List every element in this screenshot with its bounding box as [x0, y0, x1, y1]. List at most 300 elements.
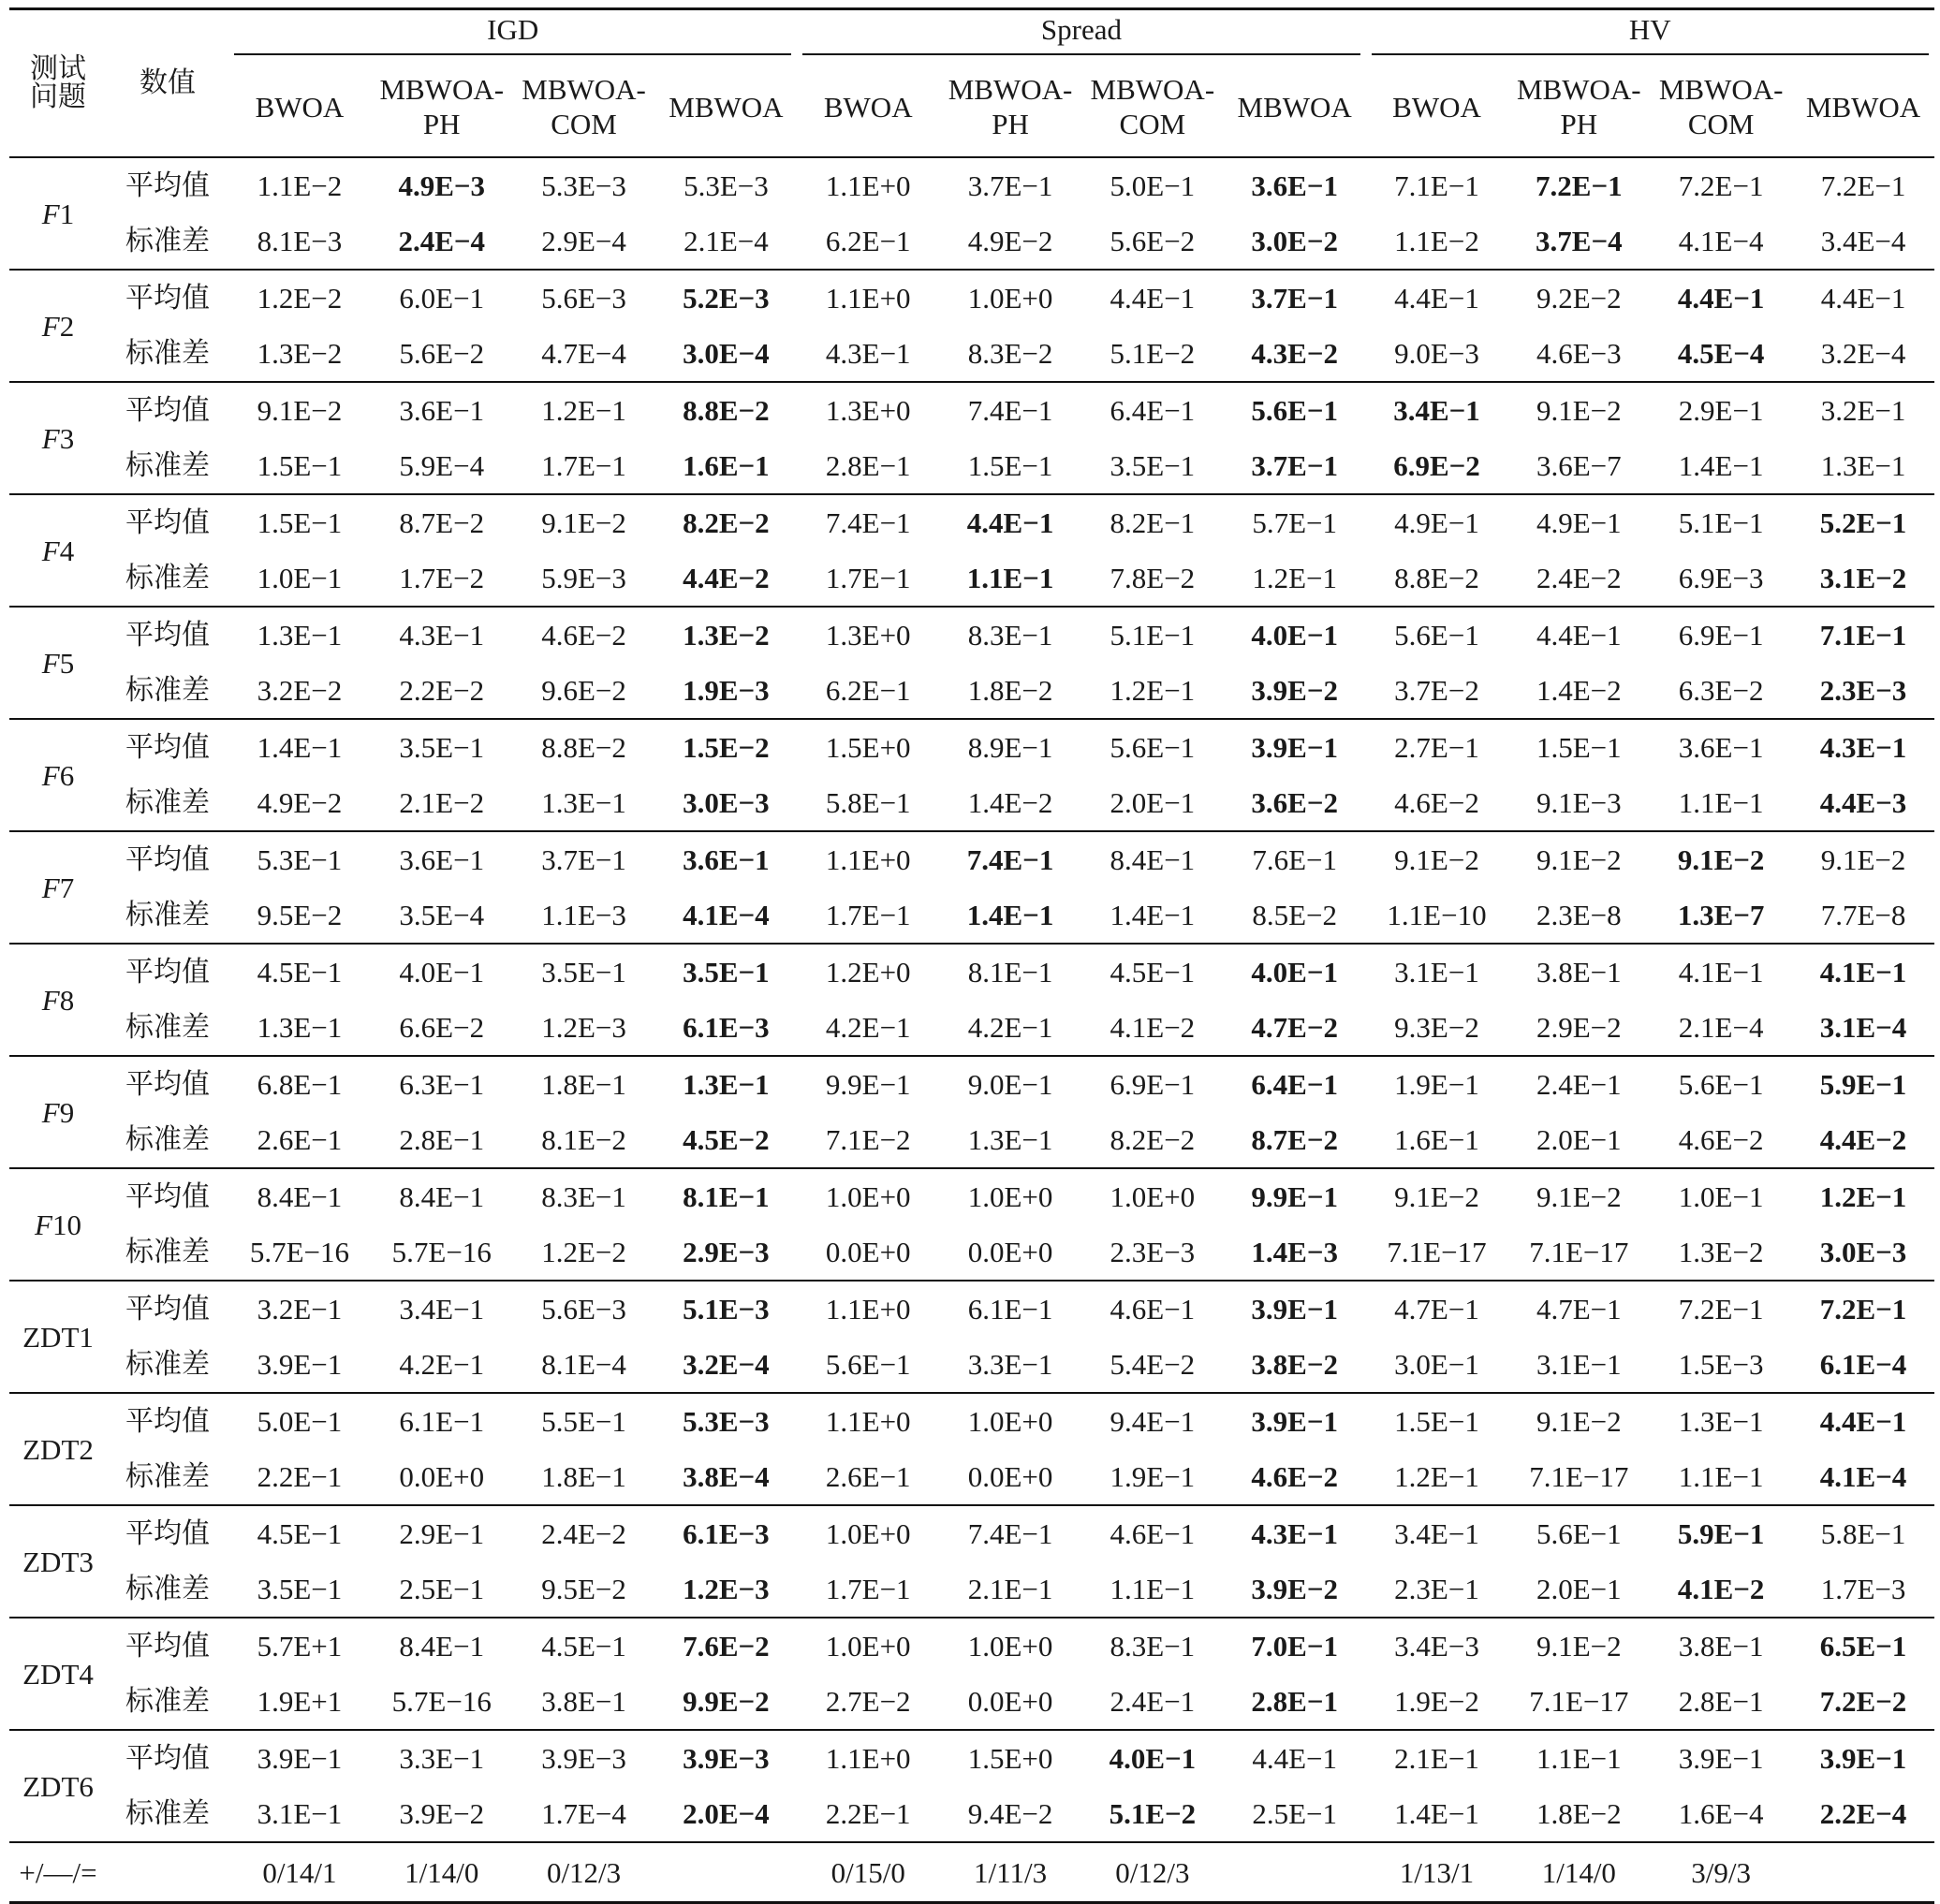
value-cell: 1.3E−1 — [1820, 449, 1906, 482]
value-cell: 1.7E−1 — [541, 449, 626, 482]
value-cell: 4.0E−1 — [1224, 944, 1366, 1000]
value-cell: 1.5E−3 — [1678, 1348, 1764, 1381]
value-cell: 3.9E−1 — [1224, 1393, 1366, 1449]
value-cell: 6.9E−3 — [1678, 562, 1764, 594]
value-cell: 1.8E−1 — [513, 1056, 655, 1112]
value-cell: 7.2E−1 — [1792, 157, 1934, 213]
value-cell: 4.4E−1 — [1081, 270, 1224, 326]
header-algorithm-line: MBWOA — [1805, 90, 1921, 124]
header-algorithm — [654, 59, 797, 157]
value-cell: 8.2E−1 — [1081, 494, 1224, 550]
value-cell: 9.1E−2 — [1366, 1168, 1508, 1224]
header-algorithm-line: PH — [1560, 108, 1598, 140]
header-algorithm — [228, 59, 371, 157]
value-cell: 4.1E−2 — [1677, 1573, 1765, 1605]
header-algorithm — [513, 59, 655, 157]
value-cell: 1.5E−1 — [1366, 1393, 1508, 1449]
value-cell: 3.7E−4 — [1536, 225, 1623, 257]
value-cell: 8.8E−2 — [654, 382, 797, 438]
value-cell: 4.0E−1 — [371, 944, 513, 1000]
table-row — [9, 1281, 1934, 1337]
value-cell: 2.0E−4 — [683, 1797, 770, 1830]
stat-label: 标准差 — [125, 1122, 211, 1156]
value-cell: 2.4E−4 — [398, 225, 486, 257]
value-cell: 5.9E−1 — [1650, 1505, 1792, 1561]
value-cell: 4.5E−4 — [1677, 337, 1765, 370]
value-cell: 1.2E−1 — [1394, 1460, 1479, 1493]
value-cell: 4.7E−1 — [1507, 1281, 1650, 1337]
value-cell: 3.8E−1 — [541, 1685, 626, 1718]
summary-cell: 0/12/3 — [513, 1842, 655, 1903]
value-cell: 5.3E−3 — [513, 157, 655, 213]
stat-label: 平均值 — [107, 1393, 228, 1449]
table-row — [9, 1618, 1934, 1674]
value-cell: 1.5E+0 — [797, 719, 939, 775]
value-cell: 6.4E−1 — [1081, 382, 1224, 438]
value-cell: 6.5E−1 — [1792, 1618, 1934, 1674]
value-cell: 8.3E−1 — [1081, 1618, 1224, 1674]
value-cell: 1.1E−1 — [1678, 786, 1764, 819]
stat-label: 标准差 — [125, 1347, 211, 1381]
value-cell: 1.0E+0 — [1081, 1168, 1224, 1224]
value-cell: 6.6E−2 — [399, 1011, 485, 1044]
value-cell: 5.1E−2 — [1109, 1797, 1197, 1830]
value-cell: 1.0E+0 — [939, 270, 1081, 326]
value-cell: 3.6E−1 — [371, 382, 513, 438]
value-cell: 2.1E−1 — [1366, 1730, 1508, 1786]
value-cell: 5.6E−1 — [1650, 1056, 1792, 1112]
value-cell: 1.6E−1 — [683, 449, 770, 482]
stat-label: 标准差 — [125, 673, 211, 707]
value-cell: 4.4E−3 — [1819, 786, 1907, 819]
value-cell: 2.6E−1 — [825, 1460, 911, 1493]
header-algorithm — [1081, 59, 1224, 157]
table-row — [9, 550, 1934, 607]
stat-label: 平均值 — [107, 831, 228, 887]
value-cell: 5.4E−2 — [1110, 1348, 1196, 1381]
stat-label: 标准差 — [125, 336, 211, 370]
value-cell: 1.2E−3 — [683, 1573, 770, 1605]
table-row — [9, 213, 1934, 270]
value-cell: 3.1E−1 — [257, 1797, 343, 1830]
stat-label: 平均值 — [107, 1730, 228, 1786]
value-cell: 3.1E−1 — [1536, 1348, 1622, 1381]
value-cell: 1.0E+0 — [939, 1618, 1081, 1674]
value-cell: 1.3E−1 — [654, 1056, 797, 1112]
value-cell: 7.4E−1 — [939, 1505, 1081, 1561]
value-cell: 9.9E−1 — [797, 1056, 939, 1112]
value-cell: 3.9E−3 — [513, 1730, 655, 1786]
value-cell: 2.4E−2 — [1536, 562, 1622, 594]
value-cell: 8.2E−2 — [1110, 1123, 1196, 1156]
table-row — [9, 1505, 1934, 1561]
value-cell: 2.0E−1 — [1536, 1573, 1622, 1605]
header-algorithm-line: BWOA — [823, 90, 913, 124]
value-cell: 2.8E−1 — [1251, 1685, 1338, 1718]
value-cell: 4.9E−1 — [1507, 494, 1650, 550]
value-cell: 2.5E−1 — [399, 1573, 485, 1605]
value-cell: 1.5E−2 — [654, 719, 797, 775]
value-cell: 1.2E−2 — [228, 270, 371, 326]
value-cell: 3.7E−1 — [1224, 270, 1366, 326]
value-cell: 9.5E−2 — [541, 1573, 626, 1605]
header-row-groups — [9, 9, 1934, 60]
value-cell: 8.4E−1 — [371, 1168, 513, 1224]
value-cell: 1.3E−1 — [228, 607, 371, 663]
value-cell: 4.1E−4 — [1819, 1460, 1907, 1493]
value-cell: 1.8E−2 — [1536, 1797, 1622, 1830]
header-stat: 数值 — [140, 66, 197, 99]
value-cell: 7.1E−1 — [1366, 157, 1508, 213]
value-cell: 1.1E−1 — [1110, 1573, 1196, 1605]
value-cell: 4.1E−4 — [683, 899, 770, 931]
value-cell: 1.5E+0 — [939, 1730, 1081, 1786]
header-algorithm-line: MBWOA- — [1517, 73, 1641, 107]
value-cell: 3.2E−1 — [228, 1281, 371, 1337]
value-cell: 5.6E−1 — [1366, 607, 1508, 663]
value-cell: 4.0E−1 — [1081, 1730, 1224, 1786]
value-cell: 5.6E−3 — [513, 1281, 655, 1337]
summary-cell — [1792, 1842, 1934, 1903]
problem-cell: F5 — [9, 607, 107, 719]
value-cell: 8.5E−2 — [1252, 899, 1338, 931]
value-cell: 7.2E−1 — [1507, 157, 1650, 213]
value-cell: 3.6E−1 — [654, 831, 797, 887]
value-cell: 3.9E−2 — [1251, 1573, 1338, 1605]
value-cell: 2.4E−1 — [1507, 1056, 1650, 1112]
value-cell: 5.7E+1 — [228, 1618, 371, 1674]
value-cell: 2.2E−1 — [825, 1797, 911, 1830]
header-algorithm — [797, 59, 939, 157]
value-cell: 4.6E−1 — [1081, 1281, 1224, 1337]
value-cell: 9.0E−3 — [1394, 337, 1479, 370]
table-row — [9, 887, 1934, 944]
value-cell: 2.9E−4 — [541, 225, 626, 257]
value-cell: 3.5E−1 — [371, 719, 513, 775]
value-cell: 1.0E−1 — [1650, 1168, 1792, 1224]
value-cell: 1.7E−1 — [825, 562, 911, 594]
value-cell: 2.6E−1 — [257, 1123, 343, 1156]
value-cell: 7.7E−8 — [1820, 899, 1906, 931]
value-cell: 2.9E−1 — [1650, 382, 1792, 438]
header-algorithm-line: MBWOA- — [522, 73, 646, 107]
value-cell: 3.8E−4 — [683, 1460, 770, 1493]
value-cell: 3.7E−1 — [513, 831, 655, 887]
header-problem — [9, 9, 107, 158]
value-cell: 9.5E−2 — [257, 899, 343, 931]
summary-cell: 0/15/0 — [797, 1842, 939, 1903]
problem-cell: F8 — [9, 944, 107, 1056]
stat-label: 标准差 — [125, 785, 211, 819]
value-cell: 4.4E−1 — [1792, 270, 1934, 326]
value-cell: 3.4E−4 — [1820, 225, 1906, 257]
value-cell: 6.2E−1 — [825, 674, 911, 707]
value-cell: 6.9E−1 — [1650, 607, 1792, 663]
header-algorithm — [1224, 59, 1366, 157]
value-cell: 4.5E−1 — [513, 1618, 655, 1674]
value-cell: 3.1E−4 — [1819, 1011, 1907, 1044]
value-cell: 1.3E−2 — [257, 337, 343, 370]
value-cell: 9.1E−2 — [1507, 831, 1650, 887]
header-algorithm-line: MBWOA- — [948, 73, 1073, 107]
value-cell: 8.1E−1 — [654, 1168, 797, 1224]
value-cell: 8.4E−1 — [228, 1168, 371, 1224]
value-cell: 8.3E−1 — [939, 607, 1081, 663]
value-cell: 3.5E−4 — [399, 899, 485, 931]
value-cell: 4.4E−1 — [1366, 270, 1508, 326]
value-cell: 3.2E−1 — [1792, 382, 1934, 438]
summary-label: +/—/= — [9, 1842, 107, 1903]
value-cell: 4.6E−2 — [513, 607, 655, 663]
value-cell: 5.6E−2 — [1110, 225, 1196, 257]
value-cell: 4.6E−2 — [1678, 1123, 1764, 1156]
value-cell: 5.7E−16 — [249, 1236, 350, 1268]
value-cell: 4.3E−1 — [1792, 719, 1934, 775]
value-cell: 7.0E−1 — [1224, 1618, 1366, 1674]
value-cell: 1.2E+0 — [797, 944, 939, 1000]
value-cell: 3.9E−1 — [257, 1348, 343, 1381]
value-cell: 5.9E−4 — [399, 449, 485, 482]
value-cell: 6.3E−2 — [1678, 674, 1764, 707]
value-cell: 1.4E−1 — [228, 719, 371, 775]
header-row-algorithms — [9, 59, 1934, 157]
value-cell: 9.1E−3 — [1536, 786, 1622, 819]
value-cell: 3.4E−3 — [1366, 1618, 1508, 1674]
value-cell: 5.3E−3 — [654, 1393, 797, 1449]
value-cell: 2.4E−2 — [513, 1505, 655, 1561]
value-cell: 7.8E−2 — [1110, 562, 1196, 594]
summary-cell: 3/9/3 — [1650, 1842, 1792, 1903]
header-algorithm-line: COM — [1687, 108, 1755, 140]
value-cell: 7.1E−17 — [1529, 1460, 1629, 1493]
header-algorithm-line: MBWOA — [669, 90, 784, 124]
value-cell: 5.7E−1 — [1224, 494, 1366, 550]
value-cell: 5.1E−3 — [654, 1281, 797, 1337]
value-cell: 4.4E−1 — [1650, 270, 1792, 326]
problem-cell: F9 — [9, 1056, 107, 1168]
value-cell: 4.3E−1 — [825, 337, 911, 370]
value-cell: 5.7E−16 — [391, 1236, 492, 1268]
value-cell: 1.1E−2 — [1394, 225, 1479, 257]
value-cell: 5.1E−2 — [1110, 337, 1196, 370]
table-row — [9, 1056, 1934, 1112]
value-cell: 0.0E+0 — [967, 1685, 1053, 1718]
value-cell: 1.3E−1 — [967, 1123, 1053, 1156]
stat-label: 标准差 — [125, 898, 211, 931]
value-cell: 3.4E−1 — [1366, 1505, 1508, 1561]
summary-cell: 1/14/0 — [371, 1842, 513, 1903]
stat-label: 标准差 — [125, 1796, 211, 1830]
value-cell: 1.3E+0 — [797, 382, 939, 438]
value-cell: 6.1E−4 — [1819, 1348, 1907, 1381]
value-cell: 5.6E−1 — [1081, 719, 1224, 775]
header-problem-line-2: 问题 — [30, 81, 86, 113]
value-cell: 3.2E−4 — [683, 1348, 770, 1381]
value-cell: 2.1E−4 — [683, 225, 769, 257]
problem-cell: ZDT4 — [9, 1618, 107, 1730]
table-row — [9, 607, 1934, 663]
value-cell: 1.3E−7 — [1677, 899, 1765, 931]
value-cell: 3.2E−2 — [257, 674, 343, 707]
value-cell: 2.2E−4 — [1819, 1797, 1907, 1830]
value-cell: 3.7E−2 — [1394, 674, 1479, 707]
value-cell: 4.4E−2 — [1819, 1123, 1907, 1156]
value-cell: 1.1E+0 — [797, 1393, 939, 1449]
value-cell: 9.1E−2 — [1650, 831, 1792, 887]
value-cell: 2.8E−1 — [825, 449, 911, 482]
value-cell: 7.1E−17 — [1387, 1236, 1487, 1268]
value-cell: 2.5E−1 — [1252, 1797, 1338, 1830]
value-cell: 1.3E−1 — [1650, 1393, 1792, 1449]
summary-cell: 0/12/3 — [1081, 1842, 1224, 1903]
table-row — [9, 1561, 1934, 1618]
problem-cell: F7 — [9, 831, 107, 944]
value-cell: 4.5E−1 — [228, 1505, 371, 1561]
value-cell: 9.6E−2 — [541, 674, 626, 707]
value-cell: 4.5E−1 — [228, 944, 371, 1000]
value-cell: 4.0E−1 — [1224, 607, 1366, 663]
summary-cell: 1/11/3 — [939, 1842, 1081, 1903]
value-cell: 1.5E−1 — [228, 494, 371, 550]
stat-label: 平均值 — [107, 382, 228, 438]
value-cell: 9.3E−2 — [1394, 1011, 1479, 1044]
header-algorithm — [371, 59, 513, 157]
value-cell: 9.1E−2 — [1507, 382, 1650, 438]
value-cell: 3.9E−1 — [1224, 719, 1366, 775]
value-cell: 2.3E−3 — [1110, 1236, 1196, 1268]
value-cell: 3.5E−1 — [654, 944, 797, 1000]
value-cell: 2.9E−3 — [683, 1236, 770, 1268]
table-row — [9, 494, 1934, 550]
problem-cell: F6 — [9, 719, 107, 831]
value-cell: 9.2E−2 — [1507, 270, 1650, 326]
table-row — [9, 1449, 1934, 1505]
stat-label: 平均值 — [107, 1168, 228, 1224]
value-cell: 8.8E−2 — [1394, 562, 1479, 594]
value-cell: 0.0E+0 — [825, 1236, 911, 1268]
value-cell: 1.2E−2 — [541, 1236, 626, 1268]
stat-label: 平均值 — [107, 1281, 228, 1337]
value-cell: 5.1E−1 — [1081, 607, 1224, 663]
value-cell: 1.1E−1 — [966, 562, 1054, 594]
value-cell: 4.3E−1 — [371, 607, 513, 663]
table-row — [9, 270, 1934, 326]
header-algorithm-line: COM — [1119, 108, 1186, 140]
value-cell: 1.6E−4 — [1678, 1797, 1764, 1830]
value-cell: 4.7E−1 — [1366, 1281, 1508, 1337]
value-cell: 6.4E−1 — [1224, 1056, 1366, 1112]
header-algorithm-line: PH — [992, 108, 1029, 140]
value-cell: 8.4E−1 — [1081, 831, 1224, 887]
value-cell: 3.5E−1 — [513, 944, 655, 1000]
value-cell: 2.3E−1 — [1394, 1573, 1479, 1605]
value-cell: 1.8E−1 — [541, 1460, 626, 1493]
value-cell: 0.0E+0 — [399, 1460, 485, 1493]
value-cell: 5.8E−1 — [1792, 1505, 1934, 1561]
value-cell: 4.1E−1 — [1650, 944, 1792, 1000]
value-cell: 6.1E−3 — [683, 1011, 770, 1044]
value-cell: 1.0E−1 — [257, 562, 343, 594]
header-algorithm — [1650, 59, 1792, 157]
value-cell: 1.2E−1 — [1792, 1168, 1934, 1224]
value-cell: 1.0E+0 — [797, 1618, 939, 1674]
problem-cell: ZDT3 — [9, 1505, 107, 1618]
value-cell: 8.2E−2 — [654, 494, 797, 550]
value-cell: 3.5E−1 — [1110, 449, 1196, 482]
value-cell: 1.7E−1 — [825, 1573, 911, 1605]
value-cell: 3.9E−1 — [1224, 1281, 1366, 1337]
value-cell: 1.4E−1 — [1110, 899, 1196, 931]
value-cell: 0.0E+0 — [967, 1236, 1053, 1268]
value-cell: 3.9E−2 — [1251, 674, 1338, 707]
value-cell: 3.0E−3 — [1819, 1236, 1907, 1268]
value-cell: 1.2E−1 — [1110, 674, 1196, 707]
value-cell: 3.1E−2 — [1819, 562, 1907, 594]
value-cell: 3.7E−1 — [1251, 449, 1338, 482]
table-row — [9, 831, 1934, 887]
stat-label: 平均值 — [107, 607, 228, 663]
summary-row — [9, 1842, 1934, 1903]
value-cell: 1.1E−1 — [1507, 1730, 1650, 1786]
stat-label: 平均值 — [107, 1618, 228, 1674]
value-cell: 8.7E−2 — [1251, 1123, 1338, 1156]
value-cell: 4.6E−2 — [1394, 786, 1479, 819]
value-cell: 3.9E−1 — [1650, 1730, 1792, 1786]
value-cell: 9.1E−2 — [1507, 1168, 1650, 1224]
value-cell: 6.2E−1 — [825, 225, 911, 257]
summary-spacer — [107, 1842, 228, 1903]
value-cell: 4.4E−1 — [1792, 1393, 1934, 1449]
value-cell: 6.1E−1 — [939, 1281, 1081, 1337]
value-cell: 3.8E−1 — [1507, 944, 1650, 1000]
value-cell: 7.2E−1 — [1792, 1281, 1934, 1337]
problem-cell: F10 — [9, 1168, 107, 1281]
value-cell: 6.9E−1 — [1081, 1056, 1224, 1112]
value-cell: 8.4E−1 — [371, 1618, 513, 1674]
value-cell: 5.8E−1 — [825, 786, 911, 819]
value-cell: 2.8E−1 — [1678, 1685, 1764, 1718]
value-cell: 1.9E−1 — [1366, 1056, 1508, 1112]
summary-cell: 0/14/1 — [228, 1842, 371, 1903]
header-algorithm-line: BWOA — [255, 90, 345, 124]
value-cell: 4.4E−1 — [1224, 1730, 1366, 1786]
stat-label: 平均值 — [107, 719, 228, 775]
value-cell: 7.1E−2 — [825, 1123, 911, 1156]
value-cell: 1.4E−2 — [967, 786, 1053, 819]
value-cell: 5.6E−1 — [1224, 382, 1366, 438]
value-cell: 4.5E−1 — [1081, 944, 1224, 1000]
value-cell: 1.8E−2 — [967, 674, 1053, 707]
value-cell: 5.7E−16 — [391, 1685, 492, 1718]
value-cell: 3.0E−1 — [1394, 1348, 1479, 1381]
stat-label: 标准差 — [125, 1572, 211, 1605]
header-group-spread: Spread — [797, 9, 1365, 60]
value-cell: 6.1E−1 — [371, 1393, 513, 1449]
value-cell: 1.2E−1 — [1252, 562, 1338, 594]
value-cell: 2.3E−8 — [1536, 899, 1622, 931]
value-cell: 3.6E−7 — [1536, 449, 1622, 482]
value-cell: 4.2E−1 — [825, 1011, 911, 1044]
value-cell: 7.2E−2 — [1819, 1685, 1907, 1718]
value-cell: 8.3E−1 — [513, 1168, 655, 1224]
header-algorithm-line: PH — [422, 108, 461, 140]
value-cell: 4.9E−2 — [967, 225, 1053, 257]
value-cell: 5.2E−3 — [654, 270, 797, 326]
value-cell: 5.9E−3 — [541, 562, 626, 594]
header-algorithm-line: MBWOA- — [1090, 73, 1215, 107]
value-cell: 1.1E+0 — [797, 1281, 939, 1337]
value-cell: 4.2E−1 — [967, 1011, 1053, 1044]
